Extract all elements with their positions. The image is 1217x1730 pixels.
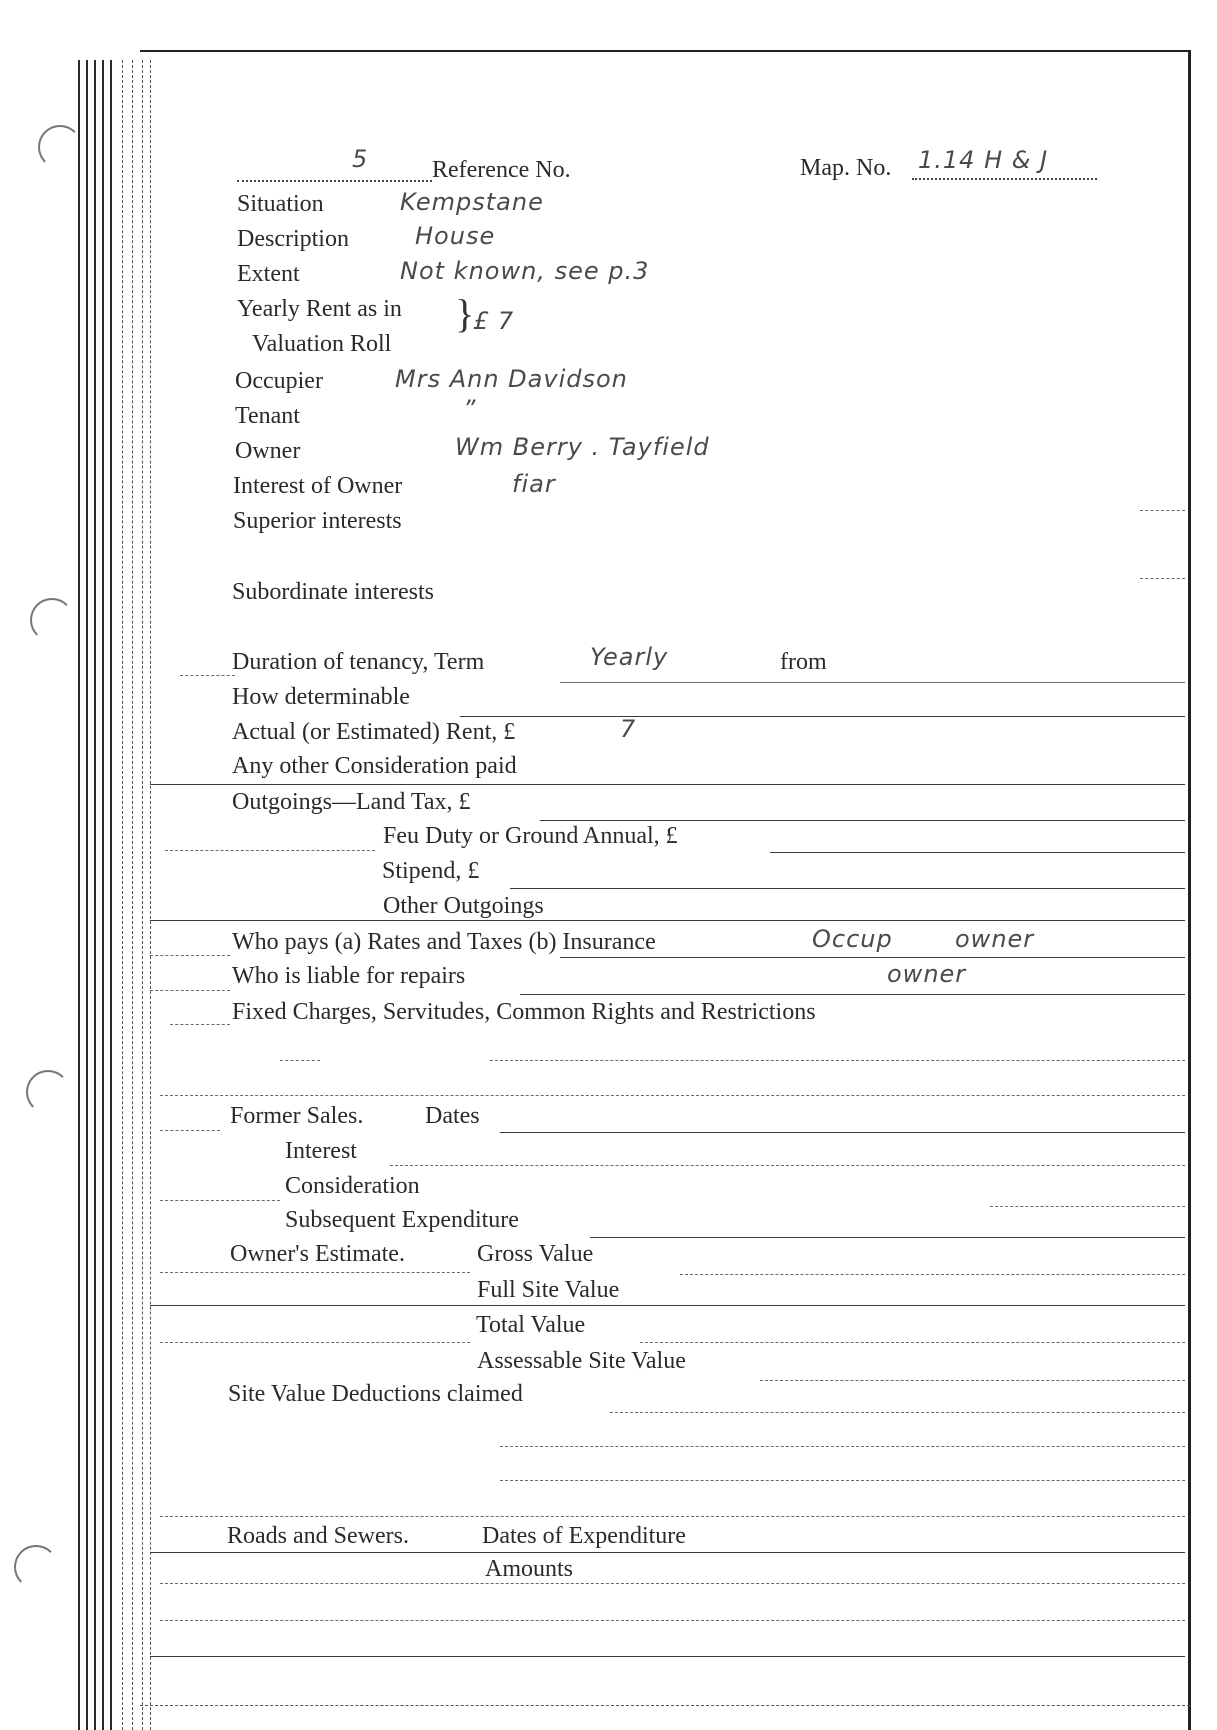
row-line xyxy=(165,850,375,851)
row-line xyxy=(770,852,1185,853)
row-line xyxy=(520,994,1185,995)
dates-of-expenditure-label: Dates of Expenditure xyxy=(482,1523,686,1549)
row-line xyxy=(500,1446,1185,1447)
row-line xyxy=(590,1237,1185,1238)
yearly-rent-label: Yearly Rent as in xyxy=(237,296,402,322)
row-line xyxy=(500,1132,1185,1133)
punch-hole xyxy=(30,598,74,642)
row-line xyxy=(490,1060,1185,1061)
row-line xyxy=(160,1342,470,1343)
extent-label: Extent xyxy=(237,261,300,287)
situation-label: Situation xyxy=(237,191,324,217)
tenant-label: Tenant xyxy=(235,403,300,429)
top-border xyxy=(140,50,1190,52)
extent-value: Not known, see p.3 xyxy=(400,257,650,285)
tenant-value: ” xyxy=(463,395,477,423)
row-line xyxy=(160,1516,1185,1517)
feu-duty-label: Feu Duty or Ground Annual, £ xyxy=(383,823,678,849)
row-line xyxy=(510,888,1185,889)
row-line xyxy=(160,1095,1185,1096)
who-liable-label: Who is liable for repairs xyxy=(232,963,466,989)
who-pays-rates-value: Occup xyxy=(812,925,893,953)
row-line xyxy=(990,1206,1185,1207)
interest-owner-value: fiar xyxy=(512,470,556,498)
binding-edge xyxy=(132,60,134,1730)
binding-edge xyxy=(110,60,112,1730)
reference-label: Reference No. xyxy=(432,157,571,183)
binding-edge xyxy=(94,60,96,1730)
description-value: House xyxy=(415,222,496,250)
duration-from: from xyxy=(780,649,827,675)
row-line xyxy=(160,1620,1185,1621)
row-line xyxy=(150,1305,1185,1306)
binding-edge xyxy=(86,60,88,1730)
subordinate-label: Subordinate interests xyxy=(232,579,434,605)
punch-hole xyxy=(26,1070,70,1114)
description-label: Description xyxy=(237,226,349,252)
valuation-roll-label: Valuation Roll xyxy=(252,331,392,357)
binding-edge xyxy=(102,60,104,1730)
owner-value: Wm Berry . Tayfield xyxy=(455,433,710,461)
who-pays-insurance-value: owner xyxy=(955,925,1035,953)
land-tax-label: Outgoings—Land Tax, £ xyxy=(232,789,471,815)
stipend-label: Stipend, £ xyxy=(382,858,480,884)
interest-label: Interest xyxy=(285,1138,357,1164)
occupier-value: Mrs Ann Davidson xyxy=(395,365,628,393)
duration-value: Yearly xyxy=(590,643,669,671)
row-line xyxy=(150,920,1185,921)
subsequent-expenditure-label: Subsequent Expenditure xyxy=(285,1207,519,1233)
row-line xyxy=(150,955,230,956)
bottom-border xyxy=(140,1705,1190,1706)
row-line xyxy=(150,1656,1185,1657)
row-line xyxy=(170,1024,230,1025)
yearly-rent-value: £ 7 xyxy=(473,307,515,335)
map-dotted-line xyxy=(912,178,1097,180)
row-line xyxy=(540,820,1185,821)
former-sales-dates: Dates xyxy=(425,1103,480,1129)
consideration-label: Consideration xyxy=(285,1173,420,1199)
situation-value: Kempstane xyxy=(400,188,544,216)
superior-label: Superior interests xyxy=(233,508,402,534)
fixed-charges-label: Fixed Charges, Servitudes, Common Rights and Restrictions xyxy=(232,999,816,1025)
other-outgoings-label: Other Outgoings xyxy=(383,893,544,919)
other-consideration-label: Any other Consideration paid xyxy=(232,753,517,779)
punch-hole xyxy=(38,125,82,169)
map-label: Map. No. xyxy=(800,155,892,181)
row-line xyxy=(160,1272,470,1273)
row-line xyxy=(390,1165,1185,1166)
row-line xyxy=(160,1200,280,1201)
reference-value: 5 xyxy=(352,145,369,173)
row-line xyxy=(460,716,1185,717)
full-site-value-label: Full Site Value xyxy=(477,1277,620,1303)
row-line xyxy=(760,1380,1185,1381)
owner-label: Owner xyxy=(235,438,301,464)
who-liable-value: owner xyxy=(887,960,967,988)
row-line xyxy=(500,1480,1185,1481)
map-value: 1.14 H & J xyxy=(918,146,1049,174)
actual-rent-label: Actual (or Estimated) Rent, £ xyxy=(232,719,516,745)
owners-estimate-label: Owner's Estimate. xyxy=(230,1241,405,1267)
row-line xyxy=(1140,510,1185,511)
row-line xyxy=(640,1342,1185,1343)
row-line xyxy=(180,675,235,676)
binding-edge xyxy=(122,60,124,1730)
punch-hole xyxy=(14,1545,58,1589)
assessable-site-value-label: Assessable Site Value xyxy=(477,1348,686,1374)
reference-dotted-line xyxy=(237,180,432,182)
row-line xyxy=(150,784,1185,785)
site-value-deductions-label: Site Value Deductions claimed xyxy=(228,1381,523,1407)
row-line xyxy=(160,1130,220,1131)
interest-owner-label: Interest of Owner xyxy=(233,473,403,499)
how-determinable-label: How determinable xyxy=(232,684,410,710)
binding-edge xyxy=(78,60,80,1730)
occupier-label: Occupier xyxy=(235,368,323,394)
former-sales-label: Former Sales. xyxy=(230,1103,364,1129)
gross-value-label: Gross Value xyxy=(477,1241,594,1267)
row-line xyxy=(150,1552,1185,1553)
row-line xyxy=(150,990,230,991)
amounts-label: Amounts xyxy=(485,1556,574,1582)
row-line xyxy=(560,682,1185,683)
row-line xyxy=(560,957,1185,958)
roads-sewers-label: Roads and Sewers. xyxy=(227,1523,409,1549)
row-line xyxy=(1140,578,1185,579)
who-pays-label: Who pays (a) Rates and Taxes (b) Insurance xyxy=(232,929,656,955)
row-line xyxy=(680,1274,1185,1275)
duration-label: Duration of tenancy, Term xyxy=(232,649,485,675)
right-border xyxy=(1188,50,1191,1730)
actual-rent-value: 7 xyxy=(620,715,637,743)
binding-edge xyxy=(150,60,152,1730)
row-line xyxy=(280,1060,320,1061)
yearly-rent-brace: } xyxy=(455,291,475,336)
row-line xyxy=(160,1583,1185,1584)
total-value-label: Total Value xyxy=(476,1312,586,1338)
row-line xyxy=(610,1412,1185,1413)
binding-edge xyxy=(142,60,144,1730)
